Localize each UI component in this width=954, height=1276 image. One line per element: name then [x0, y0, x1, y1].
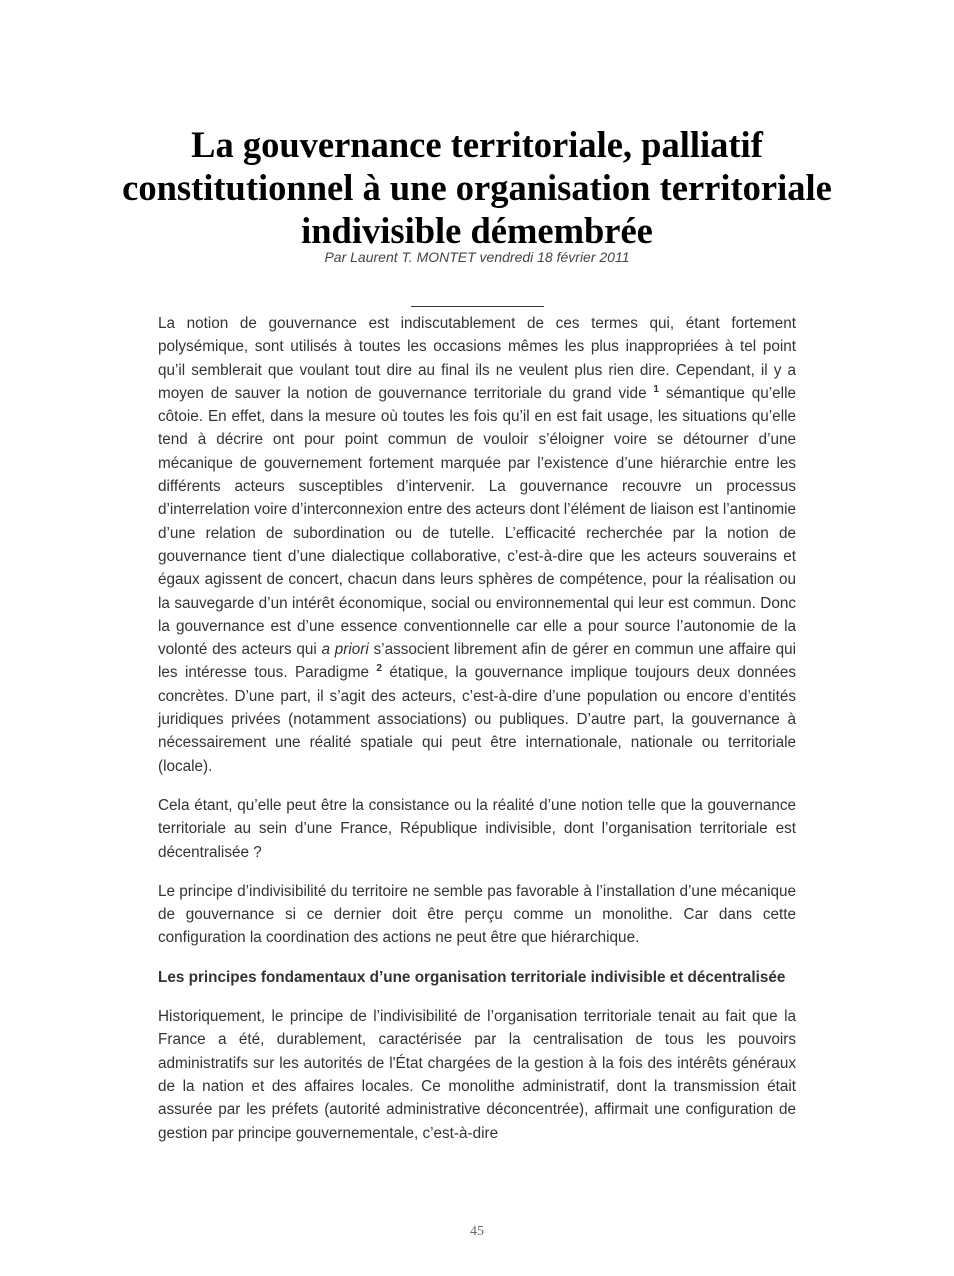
- paragraph-1-part-a: La notion de gouvernance est indiscutablement de ces termes qui, étant fortement polysémique, sont utilisés à toutes les occasions mêmes les plus inappropriées à tel point qu’il semblerait que voulant tout dire au final ils ne veulent plus rien dire. Cependant, il y a moyen de sauver la notion de gouvernance territoriale du grand vide: [158, 315, 796, 402]
- article-title: La gouvernance territoriale, palliatif constitutionnel à une organisation territoriale indivisible démembrée: [122, 124, 832, 251]
- section-heading: Les principes fondamentaux d’une organisation territoriale indivisible et décentralisée: [158, 968, 786, 986]
- title-divider: [411, 306, 544, 307]
- page-number: 45: [470, 1224, 484, 1239]
- paragraph-1: [158, 312, 796, 778]
- paragraph-1-part-d: étatique, la gouvernance implique toujours deux données concrètes. D’une part, il s’agit des acteurs, c’est-à-dire d’une population ou encore d’entités juridiques privées (notamment associations) ou publiques. D’autre part, la gouvernance à nécessairement une réalité spatiale qui peut être internationale, nationale ou territoriale (locale).: [158, 664, 796, 775]
- paragraph-2: Cela étant, qu’elle peut être la consistance ou la réalité d’une notion telle que la gouvernance territoriale au sein d’une France, République indivisible, dont l’organisation territoriale est décentralisée ?: [158, 796, 796, 861]
- paragraph-4: Historiquement, le principe de l’indivisibilité de l’organisation territoriale tenait au fait que la France a été, durablement, caractérisée par la centralisation de tous les pouvoirs administratifs sur les autorités de l'État chargées de la gestion à la fois des intérêts généraux de la nation et des affaires locales. Ce monolithe administratif, dont la transmission était assurée par les préfets (autorité administrative déconcentrée), affirmait une configuration de gestion par principe gouvernementale, c’est-à-dire: [158, 1008, 796, 1142]
- paragraph-1-part-b: sémantique qu’elle côtoie. En effet, dans la mesure où toutes les fois qu’il en est fait usage, les situations qu’elle tend à décrire ont pour point commun de vouloir s’éloigner voire se détourner d’une mécanique de gouvernement fortement marquée par l’existence d’une hiérarchie entre les différents acteurs susceptibles d’intervenir. La gouvernance recouvre un processus d’interrelation voire d’interconnexion entre des acteurs dont l’élément de liaison est l’antinomie d’une relation de subordination ou de tutelle. L’efficacité recherchée par la notion de gouvernance tient d’une dialectique collaborative, c’est-à-dire que les acteurs souverains et égaux agissent de concert, chacun dans leurs sphères de compétence, pour la réalisation ou la sauvegarde d’un intérêt économique, social ou environnemental qui leur est commun. Donc la gouvernance est d’une essence conventionnelle car elle a pour source l’autonomie de la volonté des acteurs qui: [158, 384, 796, 659]
- paragraph-3: Le principe d’indivisibilité du territoire ne semble pas favorable à l’installation d’une mécanique de gouvernance si ce dernier doit être perçu comme un monolithe. Car dans cette configuration la coordination des actions ne peut être que hiérarchique.: [158, 882, 796, 947]
- paragraph-1-part-c: s’associent librement afin de gérer en commun une affaire qui les intéresse tous. Paradigme: [158, 641, 796, 682]
- article-byline: Par Laurent T. MONTET vendredi 18 février 2011: [324, 249, 630, 265]
- footnote-ref-1[interactable]: 1: [653, 383, 659, 395]
- footnote-ref-2[interactable]: 2: [376, 663, 382, 675]
- article-body: [158, 312, 796, 1161]
- paragraph-1-italic: a priori: [321, 641, 369, 659]
